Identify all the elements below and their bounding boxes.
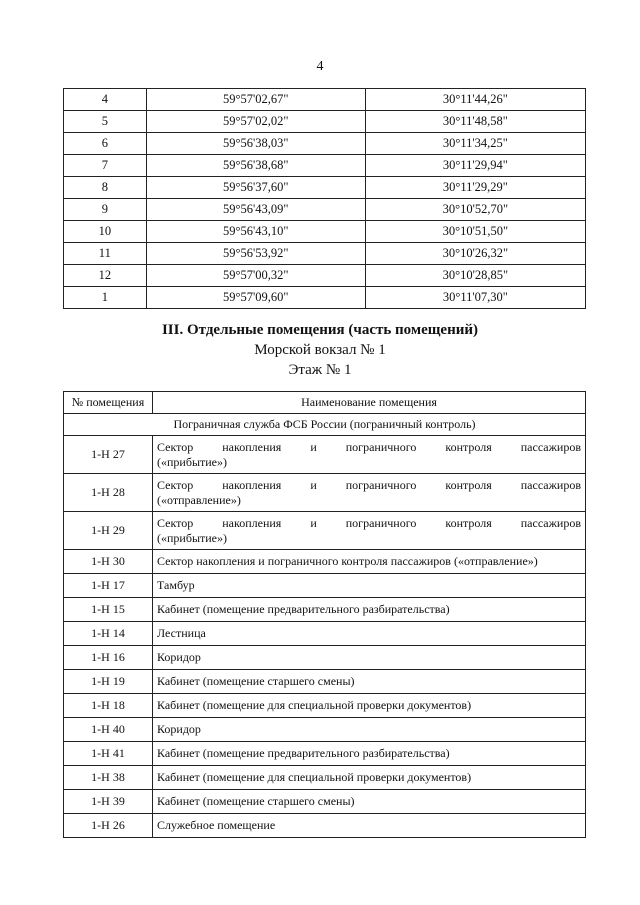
point-number: 1 [64, 287, 147, 309]
header-room-name: Наименование помещения [153, 392, 586, 414]
room-name-line: Кабинет (помещение старшего смены) [157, 674, 355, 688]
latitude-cell: 59°57'02,02" [146, 111, 365, 133]
group-label: Пограничная служба ФСБ России (пограничный контроль) [64, 414, 586, 436]
room-name [153, 622, 586, 646]
room-row [64, 790, 586, 814]
room-number: 1-Н 18 [64, 694, 153, 718]
room-name [153, 512, 586, 550]
room-row [64, 814, 586, 838]
room-row [64, 766, 586, 790]
room-row [64, 512, 586, 550]
longitude-cell: 30°10'26,32" [365, 243, 585, 265]
group-row [64, 414, 586, 436]
latitude-cell: 59°56'38,68" [146, 155, 365, 177]
longitude-cell: 30°11'29,29" [365, 177, 585, 199]
coordinate-row [64, 111, 586, 133]
room-name-line: («прибытие») [157, 530, 227, 545]
point-number: 8 [64, 177, 147, 199]
point-number: 12 [64, 265, 147, 287]
room-name [153, 550, 586, 574]
room-number: 1-Н 38 [64, 766, 153, 790]
room-name [153, 474, 586, 512]
section-heading [0, 320, 640, 380]
room-row [64, 436, 586, 474]
room-name-line: Тамбур [157, 578, 195, 592]
room-number: 1-Н 29 [64, 512, 153, 550]
longitude-cell: 30°10'52,70" [365, 199, 585, 221]
room-name [153, 718, 586, 742]
room-row [64, 474, 586, 512]
coordinate-row [64, 199, 586, 221]
room-number: 1-Н 39 [64, 790, 153, 814]
longitude-cell: 30°11'29,94" [365, 155, 585, 177]
longitude-cell: 30°11'07,30" [365, 287, 585, 309]
latitude-cell: 59°56'43,10" [146, 221, 365, 243]
room-row [64, 646, 586, 670]
room-number: 1-Н 16 [64, 646, 153, 670]
point-number: 10 [64, 221, 147, 243]
coordinate-row [64, 155, 586, 177]
room-name [153, 742, 586, 766]
coordinate-row [64, 89, 586, 111]
room-row [64, 550, 586, 574]
longitude-cell: 30°11'48,58" [365, 111, 585, 133]
coordinate-row [64, 133, 586, 155]
room-number: 1-Н 40 [64, 718, 153, 742]
room-number: 1-Н 27 [64, 436, 153, 474]
section-title: III. Отдельные помещения (часть помещений) [161, 322, 479, 338]
room-row [64, 622, 586, 646]
room-row [64, 742, 586, 766]
longitude-cell: 30°10'51,50" [365, 221, 585, 243]
latitude-cell: 59°56'43,09" [146, 199, 365, 221]
room-name-line: Сектор накопления и пограничного контроля пассажиров («отправление») [157, 554, 538, 568]
room-row [64, 598, 586, 622]
room-name [153, 574, 586, 598]
room-number: 1-Н 17 [64, 574, 153, 598]
rooms-table [63, 391, 586, 838]
point-number: 7 [64, 155, 147, 177]
latitude-cell: 59°56'37,60" [146, 177, 365, 199]
room-name-line: Кабинет (помещение предварительного разбирательства) [157, 746, 450, 760]
room-row [64, 718, 586, 742]
room-name [153, 436, 586, 474]
room-name [153, 790, 586, 814]
room-name [153, 766, 586, 790]
coordinates-table [63, 88, 586, 309]
coordinate-row [64, 177, 586, 199]
coordinate-row [64, 287, 586, 309]
room-number: 1-Н 14 [64, 622, 153, 646]
section-subtitle: Морской вокзал № 1 [254, 342, 386, 358]
room-name-line: Коридор [157, 722, 201, 736]
room-name-line: Лестница [157, 626, 206, 640]
point-number: 11 [64, 243, 147, 265]
room-name-line: Кабинет (помещение предварительного разбирательства) [157, 602, 450, 616]
latitude-cell: 59°57'02,67" [146, 89, 365, 111]
rooms-header-row [64, 392, 586, 414]
room-name-line: Сектор накопления и пограничного контроля пассажиров [157, 439, 581, 454]
room-row [64, 670, 586, 694]
room-name-line: («отправление») [157, 492, 241, 507]
room-name [153, 646, 586, 670]
coordinate-row [64, 221, 586, 243]
room-number: 1-Н 26 [64, 814, 153, 838]
room-name-line: Коридор [157, 650, 201, 664]
room-row [64, 574, 586, 598]
latitude-cell: 59°56'53,92" [146, 243, 365, 265]
room-name [153, 694, 586, 718]
latitude-cell: 59°57'09,60" [146, 287, 365, 309]
room-name [153, 814, 586, 838]
coordinate-row [64, 265, 586, 287]
point-number: 6 [64, 133, 147, 155]
room-name-line: Кабинет (помещение старшего смены) [157, 794, 355, 808]
latitude-cell: 59°57'00,32" [146, 265, 365, 287]
room-number: 1-Н 15 [64, 598, 153, 622]
room-name [153, 670, 586, 694]
latitude-cell: 59°56'38,03" [146, 133, 365, 155]
room-name-line: Кабинет (помещение для специальной проверки документов) [157, 698, 472, 712]
longitude-cell: 30°10'28,85" [365, 265, 585, 287]
coordinate-row [64, 243, 586, 265]
room-name-line: Сектор накопления и пограничного контроля пассажиров [157, 477, 581, 492]
header-room-number: № помещения [64, 392, 153, 414]
room-row [64, 694, 586, 718]
longitude-cell: 30°11'34,25" [365, 133, 585, 155]
room-number: 1-Н 41 [64, 742, 153, 766]
page-number: 4 [316, 59, 324, 74]
floor-label: Этаж № 1 [288, 362, 352, 378]
point-number: 9 [64, 199, 147, 221]
room-name-line: («прибытие») [157, 454, 227, 469]
longitude-cell: 30°11'44,26" [365, 89, 585, 111]
room-name-line: Кабинет (помещение для специальной проверки документов) [157, 770, 472, 784]
room-number: 1-Н 28 [64, 474, 153, 512]
point-number: 4 [64, 89, 147, 111]
room-name-line: Сектор накопления и пограничного контроля пассажиров [157, 515, 581, 530]
room-number: 1-Н 19 [64, 670, 153, 694]
point-number: 5 [64, 111, 147, 133]
room-name [153, 598, 586, 622]
room-number: 1-Н 30 [64, 550, 153, 574]
room-name-line: Служебное помещение [157, 818, 276, 832]
